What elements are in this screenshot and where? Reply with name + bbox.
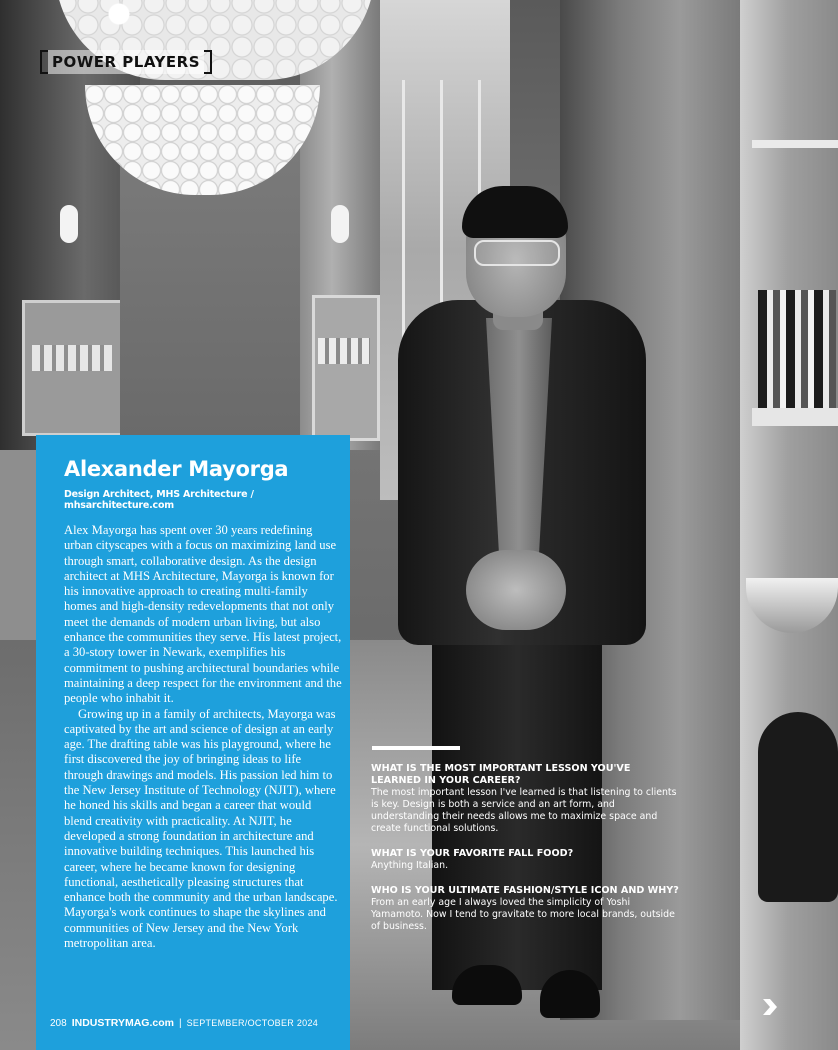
right-shelf <box>752 408 838 426</box>
person-hands <box>466 550 566 630</box>
middle-shelf <box>312 295 380 441</box>
article-paragraph: Alex Mayorga has spent over 30 years redefining urban cityscapes with a focus on maximizing land use through smart, collaborative design. As the design architect at MHS Architecture, Mayorga is known for his innovative approach to creating multi-family homes and high-density redevelopments that not only meet the demands of modern urban living, but also enhance the communities they serve. His latest project, a 30-story tower in Newark, exemplifies his commitment to pushing architectural boundaries while maintaining a deep respect for the environment and the people who inhabit it. <box>64 523 342 706</box>
footer-separator: | <box>178 1017 182 1029</box>
issue-date: SEPTEMBER/OCTOBER 2024 <box>186 1018 319 1028</box>
middle-shelf-decor <box>318 338 370 364</box>
qa-question: WHAT IS THE MOST IMPORTANT LESSON YOU'VE LEARNED IN YOUR CAREER? <box>371 763 631 786</box>
qa-question: WHO IS YOUR ULTIMATE FASHION/STYLE ICON AND WHY? <box>371 885 679 896</box>
qa-section <box>371 763 681 946</box>
qa-question: WHAT IS YOUR FAVORITE FALL FOOD? <box>371 848 574 859</box>
magazine-name: INDUSTRYMAG.com <box>71 1017 174 1029</box>
wall-sconce <box>331 205 349 243</box>
page-number: 208 <box>50 1017 67 1029</box>
vase <box>758 712 838 902</box>
chevron-right-icon[interactable] <box>763 999 777 1015</box>
left-shelf-decor <box>32 345 112 371</box>
article-body <box>64 523 342 951</box>
profile-name: Alexander Mayorga <box>64 457 289 481</box>
right-shelf <box>752 140 838 148</box>
qa-answer: The most important lesson I've learned is that listening to clients is key. Design is both a service and an art form, and understanding their needs allows me to maximize space and create functional solutions. <box>371 787 677 834</box>
books <box>758 290 836 408</box>
qa-answer: From an early age I always loved the simplicity of Yoshi Yamamoto. Now I tend to gravitate to more local brands, outside of business. <box>371 897 675 932</box>
qa-divider <box>372 746 460 750</box>
qa-answer: Anything Italian. <box>371 860 449 871</box>
wall-sconce <box>60 205 78 243</box>
article-box <box>36 435 350 1050</box>
person-hair <box>462 186 568 238</box>
article-paragraph: Growing up in a family of architects, Mayorga was captivated by the art and science of design at an early age. The drafting table was his playground, where he first discovered the joy of bringing ideas to life through drawings and models. His passion led him to the New Jersey Institute of Technology (NJIT), where he honed his skills and began a career that would blend creativity with practicality. At NJIT, he developed a strong foundation in architecture and innovative building techniques. This launched his career, where he became known for designing functional, aesthetically pleasing structures that enhance both the community and the urban landscape. Mayorga's work continues to shape the skylines and communities of New Jersey and the New York metropolitan area. <box>64 706 338 951</box>
section-tag <box>40 50 212 74</box>
bracket-left <box>40 50 48 74</box>
section-label: POWER PLAYERS <box>48 50 204 74</box>
page-footer <box>50 1017 318 1029</box>
glasses <box>474 240 560 266</box>
profile-subtitle: Design Architect, MHS Architecture / mhsarchitecture.com <box>64 489 254 511</box>
bracket-right <box>204 50 212 74</box>
